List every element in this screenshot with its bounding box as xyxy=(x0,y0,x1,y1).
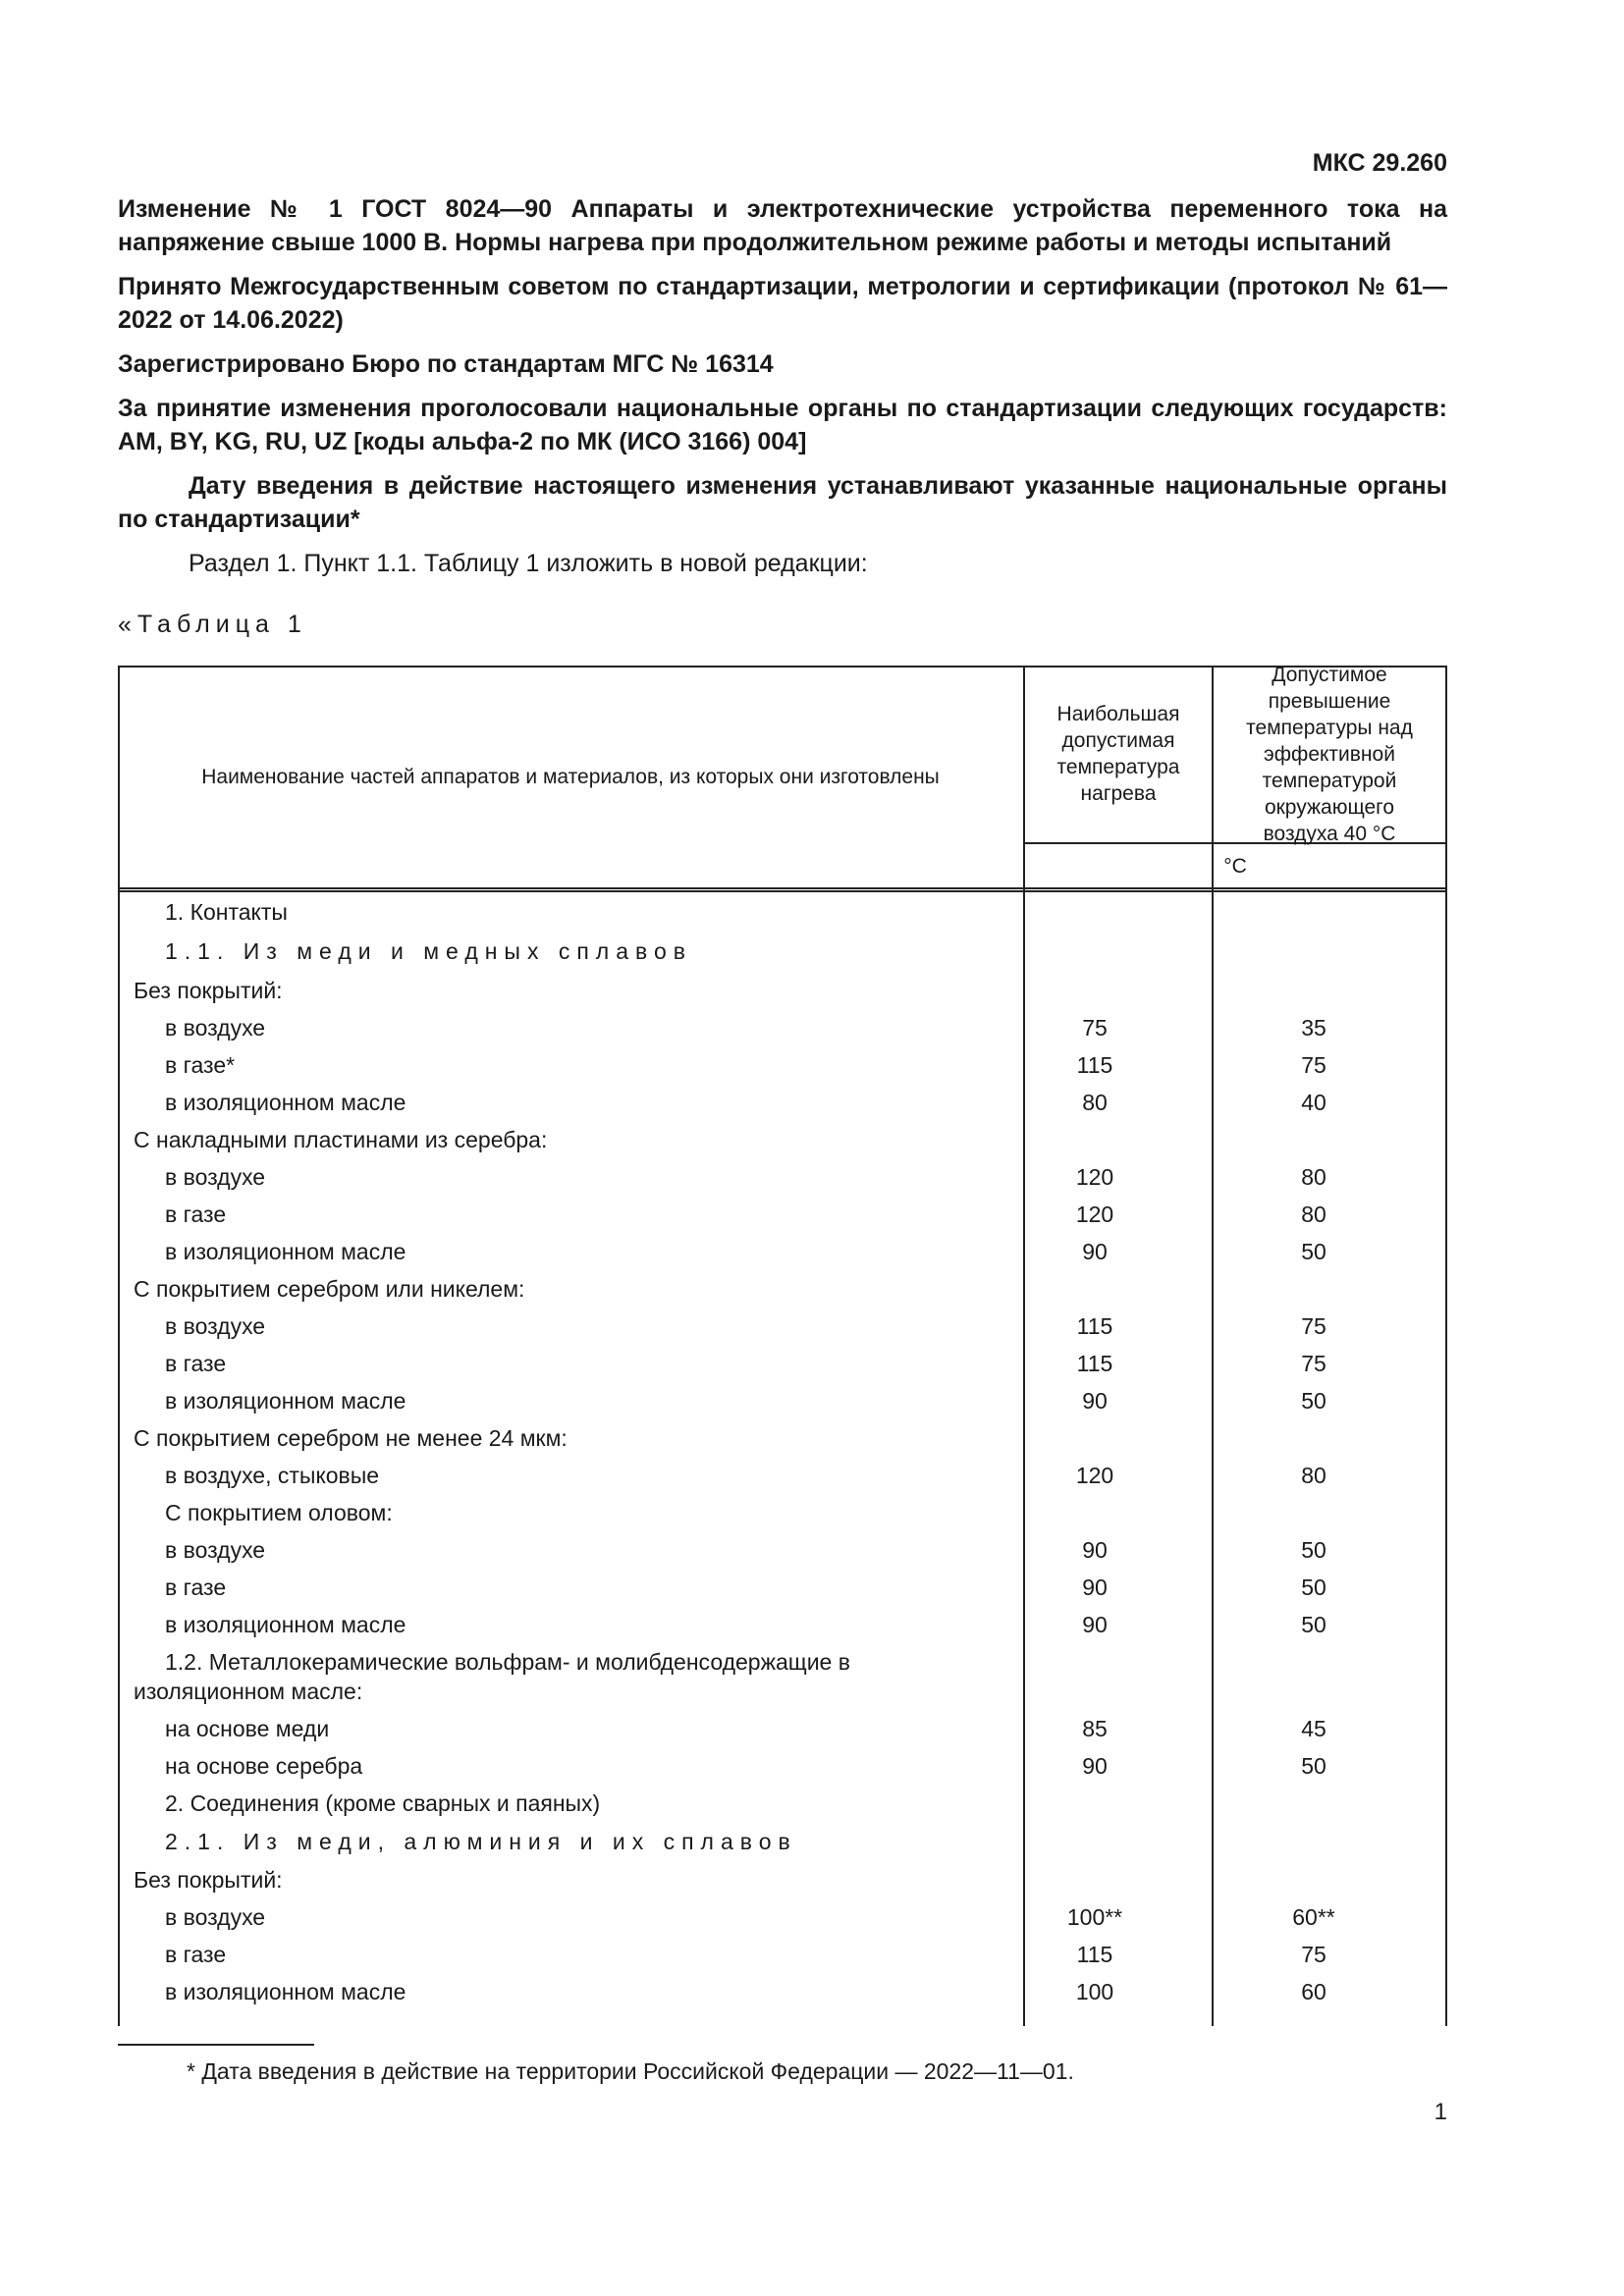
row-label: С накладными пластинами из серебра: xyxy=(134,1126,548,1152)
table-row xyxy=(118,1785,1447,1822)
row-label: в газе xyxy=(165,1350,227,1376)
registration-note: Зарегистрировано Бюро по стандартам МГС № 16314 xyxy=(118,350,774,378)
max-temp-value: 100 xyxy=(1075,1978,1114,2004)
table-row xyxy=(118,1233,1447,1270)
header-col-name: Наименование частей аппаратов и материалов, из которых они изготовлены xyxy=(201,765,940,788)
table-row xyxy=(118,1710,1447,1747)
table-row xyxy=(118,1643,1447,1710)
adoption-note: Принято Межгосударственным советом по стандартизации, метрологии и сертификации (протокол № 61—2022 от 14.06.2022) xyxy=(118,273,1447,334)
table-body xyxy=(118,893,1447,2010)
row-label: Без покрытий: xyxy=(134,977,283,1003)
header-col-max-temp: Наибольшая допустимая температура нагрева xyxy=(1056,703,1180,805)
row-label: в изоляционном масле xyxy=(165,1089,406,1115)
row-label: в изоляционном масле xyxy=(165,1978,406,2004)
temp-rise-value: 40 xyxy=(1301,1089,1326,1115)
row-label: Без покрытий: xyxy=(134,1866,283,1893)
row-label: С покрытием оловом: xyxy=(165,1499,393,1525)
footnote: * Дата введения в действие на территории Российской Федерации — 2022—11—01. xyxy=(187,2058,1074,2084)
table-row xyxy=(118,1861,1447,1898)
temp-rise-value: 80 xyxy=(1301,1462,1326,1488)
table-row xyxy=(118,1494,1447,1531)
table-row xyxy=(118,1457,1447,1494)
change-title: Изменение № 1 ГОСТ 8024—90 Аппараты и электротехнические устройства переменного тока на напряжение свыше 1000 В. Нормы нагрева при продолжительном режиме работы и методы испытаний xyxy=(118,195,1447,256)
max-temp-value: 115 xyxy=(1076,1350,1113,1376)
temp-rise-value: 80 xyxy=(1301,1163,1326,1190)
row-label: 1. Контакты xyxy=(165,898,288,925)
temp-rise-value: 75 xyxy=(1301,1941,1326,1967)
row-label: С покрытием серебром или никелем: xyxy=(134,1275,525,1302)
row-label: в воздухе xyxy=(165,1536,266,1563)
temp-rise-value: 60 xyxy=(1301,1978,1326,2004)
temp-rise-value: 35 xyxy=(1301,1014,1326,1041)
table-row xyxy=(118,1606,1447,1643)
table-caption: «Таблица 1 xyxy=(118,611,307,638)
effective-date-note: Дату введения в действие настоящего изменения устанавливают указанные национальные органы по стандартизации* xyxy=(118,472,1447,533)
table-row xyxy=(118,1196,1447,1233)
table-row xyxy=(118,1973,1447,2010)
max-temp-value: 80 xyxy=(1082,1089,1108,1115)
temp-rise-value: 75 xyxy=(1301,1051,1326,1078)
row-label: в изоляционном масле xyxy=(165,1238,406,1264)
max-temp-value: 90 xyxy=(1082,1752,1108,1779)
table-row xyxy=(118,1936,1447,1973)
row-label: на основе меди xyxy=(165,1715,330,1741)
temp-rise-value: 50 xyxy=(1301,1752,1326,1779)
row-label: в воздухе xyxy=(165,1163,266,1190)
table-row xyxy=(118,1419,1447,1457)
classification-code: МКС 29.260 xyxy=(1312,149,1447,177)
temp-rise-value: 80 xyxy=(1301,1201,1326,1227)
table-row xyxy=(118,1569,1447,1606)
header-col-temp-rise: Допустимое превышение температуры над эффективной температурой окружающего воздуха 40 °С xyxy=(1246,663,1413,845)
voting-note: За принятие изменения проголосовали национальные органы по стандартизации следующих государств: AM, BY, KG, RU, UZ [коды альфа-2 по МК (ИСО 3166) 004] xyxy=(118,395,1447,455)
section-instruction: Раздел 1. Пункт 1.1. Таблицу 1 изложить в новой редакции: xyxy=(189,550,868,577)
row-label: в воздухе xyxy=(165,1312,266,1339)
header-double-rule xyxy=(118,887,1447,892)
table-row xyxy=(118,1121,1447,1158)
row-label: 2.1. Из меди, алюминия и их сплавов xyxy=(165,1828,797,1854)
footnote-separator xyxy=(118,2044,314,2046)
table-row xyxy=(118,1898,1447,1936)
max-temp-value: 85 xyxy=(1082,1715,1108,1741)
row-label: в воздухе xyxy=(165,1903,266,1930)
max-temp-value: 90 xyxy=(1082,1536,1108,1563)
max-temp-value: 120 xyxy=(1075,1201,1114,1227)
page-number: 1 xyxy=(1434,2099,1447,2125)
table-row xyxy=(118,1531,1447,1569)
table-row xyxy=(118,1822,1447,1861)
table-row xyxy=(118,1382,1447,1419)
table-row xyxy=(118,1308,1447,1345)
table-row xyxy=(118,1009,1447,1046)
table-row xyxy=(118,893,1447,931)
temp-rise-value: 60** xyxy=(1292,1903,1335,1930)
max-temp-value: 115 xyxy=(1076,1312,1113,1339)
temp-rise-value: 50 xyxy=(1301,1574,1326,1600)
temp-rise-value: 45 xyxy=(1301,1715,1326,1741)
temp-rise-value: 50 xyxy=(1301,1387,1326,1414)
table-row xyxy=(118,972,1447,1009)
max-temp-value: 90 xyxy=(1082,1611,1108,1637)
row-label: на основе серебра xyxy=(165,1752,363,1779)
table-row xyxy=(118,931,1447,972)
row-label: в газе xyxy=(165,1941,227,1967)
max-temp-value: 115 xyxy=(1076,1051,1113,1078)
max-temp-value: 100** xyxy=(1066,1903,1123,1930)
temperature-table xyxy=(118,663,1447,2026)
row-label: С покрытием серебром не менее 24 мкм: xyxy=(134,1424,568,1451)
max-temp-value: 90 xyxy=(1082,1387,1108,1414)
row-label: 1.2. Металлокерамические вольфрам- и молибденсодержащие в изоляционном масле: xyxy=(134,1649,850,1704)
row-label: в газе xyxy=(165,1574,227,1600)
max-temp-value: 115 xyxy=(1076,1941,1113,1967)
max-temp-value: 90 xyxy=(1082,1574,1108,1600)
change-intro xyxy=(118,192,1447,580)
table-row xyxy=(118,1158,1447,1196)
temp-rise-value: 50 xyxy=(1301,1611,1326,1637)
row-label: в воздухе xyxy=(165,1014,266,1041)
max-temp-value: 90 xyxy=(1082,1238,1108,1264)
row-label: в изоляционном масле xyxy=(165,1611,406,1637)
row-label: 2. Соединения (кроме сварных и паяных) xyxy=(165,1789,601,1816)
table-row xyxy=(118,1084,1447,1121)
row-label: в воздухе, стыковые xyxy=(165,1462,380,1488)
table-row xyxy=(118,1046,1447,1084)
max-temp-value: 75 xyxy=(1082,1014,1108,1041)
row-label: 1.1. Из меди и медных сплавов xyxy=(165,937,692,964)
temp-rise-value: 50 xyxy=(1301,1238,1326,1264)
row-label: в изоляционном масле xyxy=(165,1387,406,1414)
row-label: в газе* xyxy=(165,1051,236,1078)
max-temp-value: 120 xyxy=(1075,1462,1114,1488)
temp-rise-value: 75 xyxy=(1301,1312,1326,1339)
table-row xyxy=(118,1270,1447,1308)
row-label: в газе xyxy=(165,1201,227,1227)
max-temp-value: 120 xyxy=(1075,1163,1114,1190)
table-row xyxy=(118,1345,1447,1382)
temp-rise-value: 75 xyxy=(1301,1350,1326,1376)
temp-rise-value: 50 xyxy=(1301,1536,1326,1563)
header-unit: °С xyxy=(1223,854,1247,878)
table-row xyxy=(118,1747,1447,1785)
